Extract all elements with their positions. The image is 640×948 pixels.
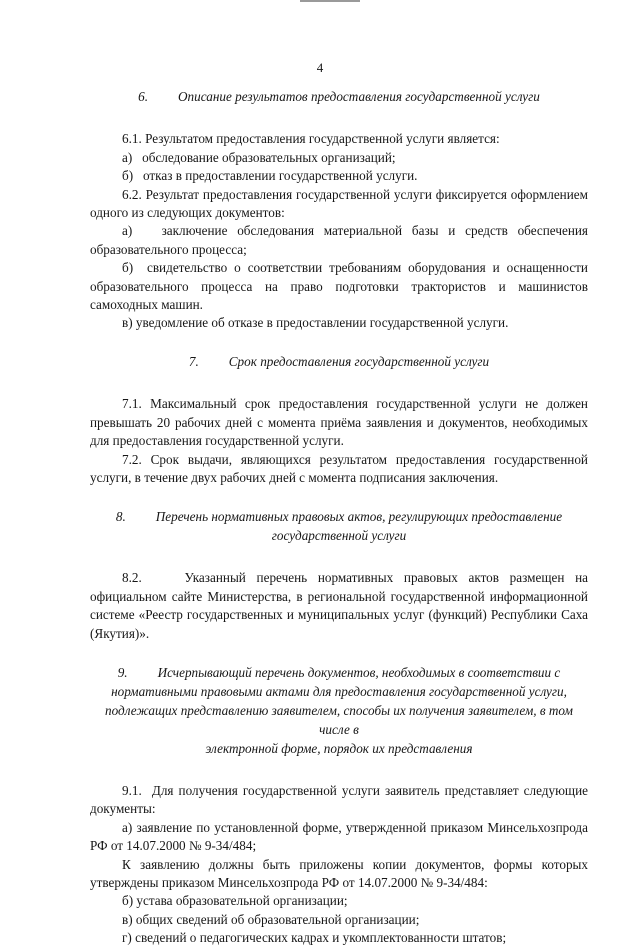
section-9-title-line4: электронной форме, порядок их представления (205, 740, 473, 756)
paragraph-6-2-b: б) свидетельство о соответствии требованиям оборудования и оснащенности образовательного процесса на право подготовки трактористов и машинистов самоходных машин. (90, 260, 588, 313)
section-7-number: 7. (188, 353, 199, 369)
section-7-heading (90, 353, 588, 371)
page-number: 4 (316, 60, 324, 75)
paragraph-9-1-a: а) заявление по установленной форме, утвержденной приказом Минсельхозпрода РФ от 14.07.2000 № 9-34/484; (90, 819, 588, 854)
document-body (90, 88, 588, 948)
paragraph-6-1: 6.1. Результатом предоставления государственной услуги является: (122, 131, 500, 147)
section-8-title-line2: государственной услуги (271, 528, 407, 544)
section-7-title: Срок предоставления государственной услуги (228, 353, 490, 369)
section-8-heading (90, 507, 588, 545)
section-9-title-line2: нормативными правовыми актами для предоставления государственной услуги, (111, 683, 567, 699)
paragraph-9-1-g: г) сведений о педагогических кадрах и укомплектованности штатов; (122, 930, 507, 946)
paragraph-6-2-a: а) заключение обследования материальной базы и средств обеспечения образовательного процесса; (90, 223, 588, 257)
section-8-title-line1: Перечень нормативных правовых актов, регулирующих предоставление (155, 509, 563, 525)
section-9-title-line3: подлежащих представлению заявителем, способы их получения заявителем, в том числе в (105, 702, 573, 737)
section-6-title: Описание результатов предоставления государственной услуги (178, 89, 540, 104)
paragraph-9-attachments: К заявлению должны быть приложены копии документов, формы которых утверждены приказом Минсельхозпрода РФ от 14.07.2000 № 9-34/484: (90, 856, 588, 890)
paragraph-6-2-v: в) уведомление об отказе в предоставлении государственной услуги. (122, 315, 509, 331)
paragraph-7-2: 7.2. Срок выдачи, являющихся результатом предоставления государственной услуги, в течение двух рабочих дней с момента подписания заключения. (90, 451, 588, 485)
section-9-number: 9. (117, 664, 128, 680)
section-8-number: 8. (115, 509, 126, 525)
paragraph-9-1: 9.1. Для получения государственной услуги заявитель представляет следующие документы: (90, 782, 588, 817)
paragraph-7-1: 7.1. Максимальный срок предоставления государственной услуги не должен превышать 20 рабочих дней с момента приёма заявления и документов, необходимых для предоставления государственной услуги. (90, 396, 588, 449)
paragraph-9-1-b: б) устава образовательной организации; (122, 893, 348, 909)
section-9-title-line1: Исчерпывающий перечень документов, необходимых в соответствии с (157, 664, 561, 680)
paragraph-6-1-b: б) отказ в предоставлении государственной услуги. (122, 168, 418, 184)
paragraph-6-2: 6.2. Результат предоставления государственной услуги фиксируется оформлением одного из следующих документов: (90, 186, 588, 221)
paragraph-6-1-a: а) обследование образовательных организаций; (122, 149, 396, 165)
paragraph-9-1-v: в) общих сведений об образовательной организации; (122, 911, 420, 927)
section-9-heading (90, 663, 588, 758)
paragraph-8-2: 8.2. Указанный перечень нормативных правовых актов размещен на официальном сайте Министерства, в региональной государственной информационной системе «Реестр государственных и муниципальных услуг (функций) Республики Саха (Якутия)». (90, 570, 588, 641)
scan-edge-mark (300, 0, 360, 2)
section-6-number: 6. (138, 89, 149, 104)
section-6-heading (90, 88, 588, 106)
